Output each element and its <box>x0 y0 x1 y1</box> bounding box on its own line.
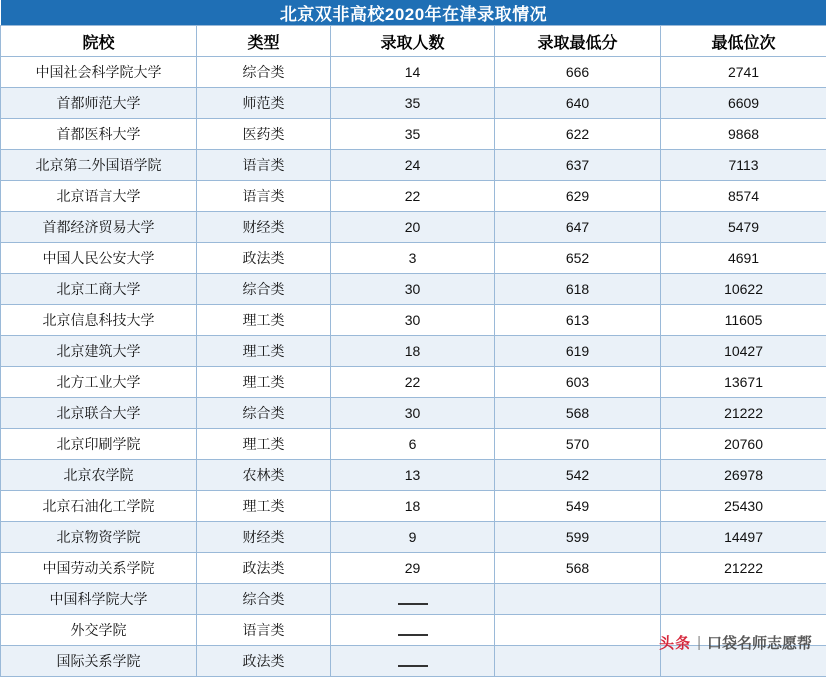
cell-score: 637 <box>495 150 661 181</box>
table-row <box>1 491 826 522</box>
table-row <box>1 398 826 429</box>
cell-rank: 4691 <box>661 243 826 274</box>
column-header-score: 录取最低分 <box>495 26 661 57</box>
cell-type: 政法类 <box>197 553 331 584</box>
cell-score: 568 <box>495 398 661 429</box>
cell-score: 619 <box>495 336 661 367</box>
cell-score: 618 <box>495 274 661 305</box>
cell-type: 农林类 <box>197 460 331 491</box>
cell-school: 首都经济贸易大学 <box>1 212 197 243</box>
cell-rank: 26978 <box>661 460 826 491</box>
cell-score: 542 <box>495 460 661 491</box>
column-header-row <box>1 26 826 57</box>
cell-count: 22 <box>331 181 495 212</box>
cell-count: 6 <box>331 429 495 460</box>
table-body <box>1 57 826 677</box>
cell-type: 理工类 <box>197 367 331 398</box>
table-title-row <box>1 0 826 26</box>
cell-type: 师范类 <box>197 88 331 119</box>
empty-value-dash <box>398 626 428 636</box>
cell-type: 政法类 <box>197 646 331 677</box>
cell-school: 外交学院 <box>1 615 197 646</box>
cell-count: 35 <box>331 119 495 150</box>
cell-rank: 20760 <box>661 429 826 460</box>
column-header-type: 类型 <box>197 26 331 57</box>
cell-count: 3 <box>331 243 495 274</box>
cell-count: 20 <box>331 212 495 243</box>
cell-rank: 6609 <box>661 88 826 119</box>
cell-count <box>331 584 495 615</box>
table-row <box>1 57 826 88</box>
cell-rank: 10622 <box>661 274 826 305</box>
cell-count: 30 <box>331 398 495 429</box>
cell-type: 医药类 <box>197 119 331 150</box>
watermark <box>659 632 812 653</box>
cell-school: 北京农学院 <box>1 460 197 491</box>
cell-rank: 8574 <box>661 181 826 212</box>
cell-score: 603 <box>495 367 661 398</box>
cell-rank: 13671 <box>661 367 826 398</box>
cell-type: 语言类 <box>197 615 331 646</box>
cell-school: 北京第二外国语学院 <box>1 150 197 181</box>
cell-type: 理工类 <box>197 491 331 522</box>
column-header-rank: 最低位次 <box>661 26 826 57</box>
cell-school: 首都师范大学 <box>1 88 197 119</box>
cell-count: 22 <box>331 367 495 398</box>
cell-score: 629 <box>495 181 661 212</box>
cell-school: 北方工业大学 <box>1 367 197 398</box>
cell-score <box>495 646 661 677</box>
watermark-separator: | <box>697 634 701 651</box>
cell-type: 财经类 <box>197 212 331 243</box>
cell-score: 568 <box>495 553 661 584</box>
cell-score: 599 <box>495 522 661 553</box>
cell-school: 北京物资学院 <box>1 522 197 553</box>
cell-school: 中国劳动关系学院 <box>1 553 197 584</box>
table-row <box>1 212 826 243</box>
cell-count: 29 <box>331 553 495 584</box>
cell-score: 640 <box>495 88 661 119</box>
table-row <box>1 522 826 553</box>
empty-value-dash <box>398 657 428 667</box>
table-row <box>1 429 826 460</box>
cell-type: 综合类 <box>197 398 331 429</box>
empty-value-dash <box>398 595 428 605</box>
cell-school: 北京工商大学 <box>1 274 197 305</box>
table-row <box>1 150 826 181</box>
table-row <box>1 305 826 336</box>
cell-rank: 14497 <box>661 522 826 553</box>
cell-score: 549 <box>495 491 661 522</box>
cell-count <box>331 646 495 677</box>
cell-type: 综合类 <box>197 274 331 305</box>
cell-rank: 2741 <box>661 57 826 88</box>
cell-school: 北京印刷学院 <box>1 429 197 460</box>
cell-count: 14 <box>331 57 495 88</box>
cell-score: 652 <box>495 243 661 274</box>
table-row <box>1 336 826 367</box>
table-row <box>1 584 826 615</box>
cell-school: 北京建筑大学 <box>1 336 197 367</box>
column-header-school: 院校 <box>1 26 197 57</box>
cell-score: 570 <box>495 429 661 460</box>
cell-school: 北京信息科技大学 <box>1 305 197 336</box>
table-row <box>1 181 826 212</box>
cell-school: 北京石油化工学院 <box>1 491 197 522</box>
cell-type: 综合类 <box>197 584 331 615</box>
cell-type: 政法类 <box>197 243 331 274</box>
cell-school: 国际关系学院 <box>1 646 197 677</box>
cell-count: 18 <box>331 491 495 522</box>
cell-rank: 21222 <box>661 553 826 584</box>
table-row <box>1 553 826 584</box>
cell-rank: 10427 <box>661 336 826 367</box>
cell-rank: 21222 <box>661 398 826 429</box>
cell-score <box>495 584 661 615</box>
cell-rank: 9868 <box>661 119 826 150</box>
cell-count: 9 <box>331 522 495 553</box>
table-row <box>1 460 826 491</box>
cell-score <box>495 615 661 646</box>
cell-school: 中国社会科学院大学 <box>1 57 197 88</box>
column-header-count: 录取人数 <box>331 26 495 57</box>
cell-type: 语言类 <box>197 150 331 181</box>
table-row <box>1 88 826 119</box>
cell-school: 中国人民公安大学 <box>1 243 197 274</box>
table-header <box>1 0 826 26</box>
cell-count: 18 <box>331 336 495 367</box>
cell-type: 综合类 <box>197 57 331 88</box>
cell-score: 647 <box>495 212 661 243</box>
cell-type: 理工类 <box>197 305 331 336</box>
cell-school: 北京语言大学 <box>1 181 197 212</box>
cell-school: 北京联合大学 <box>1 398 197 429</box>
cell-type: 理工类 <box>197 336 331 367</box>
cell-type: 语言类 <box>197 181 331 212</box>
toutiao-logo-icon: 头条 <box>659 632 691 653</box>
table-title: 北京双非高校2020年在津录取情况 <box>1 0 826 26</box>
table-row <box>1 274 826 305</box>
table-row <box>1 119 826 150</box>
cell-school: 首都医科大学 <box>1 119 197 150</box>
cell-count: 30 <box>331 305 495 336</box>
cell-type: 理工类 <box>197 429 331 460</box>
cell-score: 613 <box>495 305 661 336</box>
table-row <box>1 243 826 274</box>
cell-rank: 5479 <box>661 212 826 243</box>
cell-count: 24 <box>331 150 495 181</box>
cell-school: 中国科学院大学 <box>1 584 197 615</box>
table-row <box>1 367 826 398</box>
cell-count: 13 <box>331 460 495 491</box>
cell-count: 35 <box>331 88 495 119</box>
cell-score: 622 <box>495 119 661 150</box>
cell-rank: 7113 <box>661 150 826 181</box>
cell-rank: 11605 <box>661 305 826 336</box>
cell-count: 30 <box>331 274 495 305</box>
cell-count <box>331 615 495 646</box>
cell-type: 财经类 <box>197 522 331 553</box>
watermark-account-name: 口袋名师志愿帮 <box>707 632 812 653</box>
cell-rank <box>661 584 826 615</box>
cell-score: 666 <box>495 57 661 88</box>
cell-rank: 25430 <box>661 491 826 522</box>
